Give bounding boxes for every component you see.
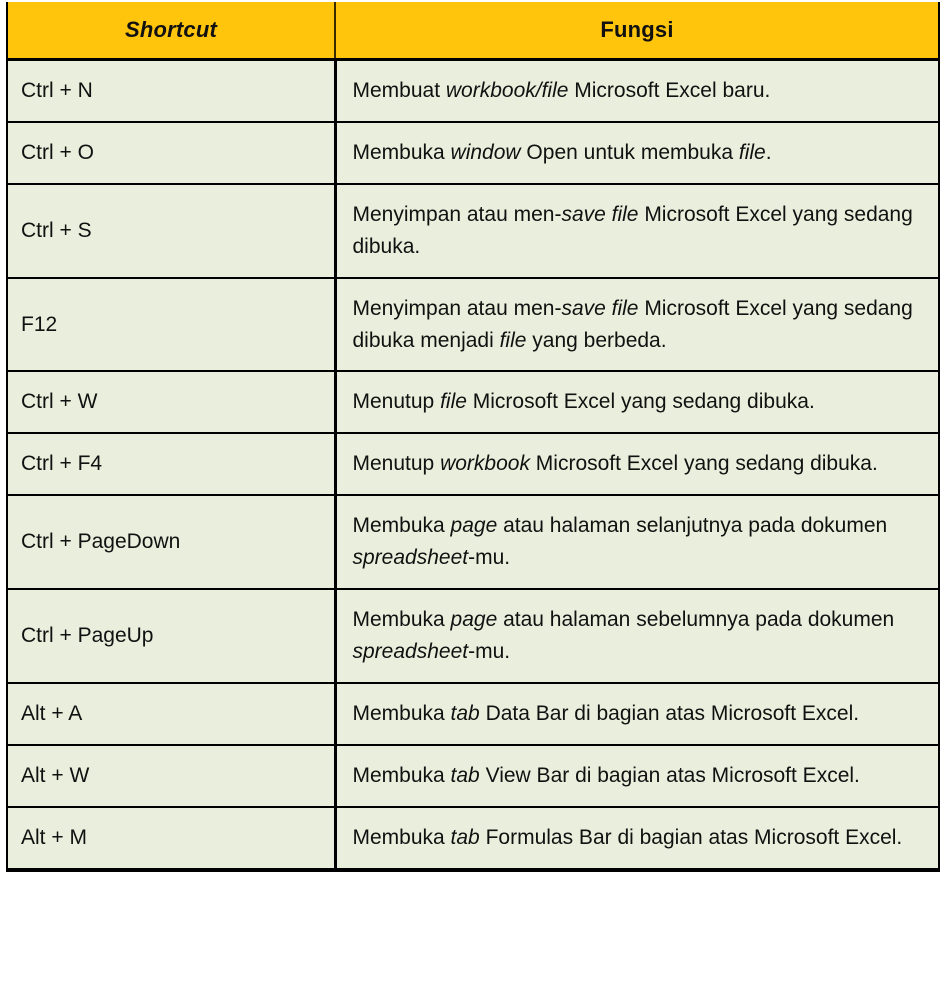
description-text: atau halaman sebelumnya pada dokumen: [497, 608, 895, 632]
table-row: [7, 683, 939, 745]
shortcut-key-cell: Ctrl + N: [7, 60, 335, 122]
description-text: .: [765, 140, 772, 164]
description-text: View Bar di bagian atas Microsoft Excel.: [479, 763, 860, 787]
description-text: Membuat: [352, 79, 446, 102]
description-text: -mu.: [468, 546, 511, 570]
emphasis-term: window: [450, 140, 521, 164]
emphasis-term: save file: [561, 202, 639, 226]
excel-shortcut-table: [6, 2, 940, 872]
column-header-shortcut: Shortcut: [7, 2, 335, 60]
shortcut-description-cell: [335, 683, 939, 745]
table-row: [7, 60, 939, 122]
shortcut-description-cell: [335, 433, 939, 495]
table-row: [7, 371, 939, 433]
description-text: yang berbeda.: [526, 328, 667, 352]
table-row: [7, 122, 939, 184]
table-row: [7, 278, 939, 372]
description-text: -mu.: [468, 639, 511, 663]
table-header: [7, 2, 939, 60]
emphasis-term: tab: [450, 825, 480, 849]
description-text: Membuka: [352, 140, 451, 164]
description-text: Menyimpan atau men-: [352, 296, 562, 320]
emphasis-term: file: [499, 328, 527, 352]
description-text: Open untuk membuka: [520, 140, 739, 164]
shortcut-description-cell: [335, 60, 939, 122]
emphasis-term: workbook: [440, 452, 530, 476]
shortcut-table-container: [0, 2, 940, 872]
shortcut-description-cell: [335, 495, 939, 589]
description-text: Menutup: [352, 390, 441, 414]
description-text: Menutup: [352, 452, 441, 476]
shortcut-description-cell: [335, 122, 939, 184]
shortcut-key-cell: Ctrl + S: [7, 184, 335, 278]
shortcut-key-cell: Alt + W: [7, 745, 335, 807]
description-text: Membuka: [352, 763, 451, 787]
emphasis-term: save file: [561, 296, 639, 320]
description-text: Membuka: [352, 514, 451, 538]
table-row: [7, 745, 939, 807]
shortcut-key-cell: Ctrl + PageUp: [7, 589, 335, 683]
description-text: Microsoft Excel yang sedang dibuka menjadi: [352, 296, 913, 352]
shortcut-description-cell: [335, 278, 939, 372]
shortcut-description-cell: [335, 589, 939, 683]
description-text: Membuka: [352, 608, 451, 632]
description-text: Microsoft Excel baru.: [568, 79, 771, 102]
shortcut-key-cell: Ctrl + W: [7, 371, 335, 433]
emphasis-term: file: [440, 390, 467, 414]
shortcut-description-cell: [335, 807, 939, 870]
emphasis-term: tab: [450, 763, 480, 787]
table-header-row: [7, 2, 939, 60]
description-text: Membuka: [352, 825, 451, 849]
emphasis-term: workbook/file: [445, 79, 569, 102]
shortcut-key-cell: Ctrl + F4: [7, 433, 335, 495]
emphasis-term: file: [738, 140, 766, 164]
shortcut-description-cell: [335, 371, 939, 433]
table-row: [7, 589, 939, 683]
description-text: Menyimpan atau men-: [352, 202, 562, 226]
emphasis-term: page: [450, 514, 498, 538]
table-row: [7, 433, 939, 495]
shortcut-key-cell: Alt + M: [7, 807, 335, 870]
description-text: Data Bar di bagian atas Microsoft Excel.: [479, 701, 860, 725]
emphasis-term: spreadsheet: [352, 639, 469, 663]
description-text: atau halaman selanjutnya pada dokumen: [497, 514, 888, 538]
column-header-fungsi: Fungsi: [335, 2, 939, 60]
shortcut-key-cell: Ctrl + PageDown: [7, 495, 335, 589]
shortcut-key-cell: Alt + A: [7, 683, 335, 745]
description-text: Microsoft Excel yang sedang dibuka.: [466, 390, 815, 414]
emphasis-term: tab: [450, 701, 480, 725]
description-text: Formulas Bar di bagian atas Microsoft Excel.: [479, 825, 903, 849]
shortcut-description-cell: [335, 184, 939, 278]
table-row: [7, 807, 939, 870]
emphasis-term: spreadsheet: [352, 546, 469, 570]
description-text: Membuka: [352, 701, 451, 725]
description-text: Microsoft Excel yang sedang dibuka.: [529, 452, 878, 476]
table-body: [7, 60, 939, 870]
description-text: Microsoft Excel yang sedang dibuka.: [352, 202, 913, 258]
shortcut-key-cell: Ctrl + O: [7, 122, 335, 184]
shortcut-description-cell: [335, 745, 939, 807]
table-row: [7, 184, 939, 278]
table-row: [7, 495, 939, 589]
emphasis-term: page: [450, 608, 498, 632]
shortcut-key-cell: F12: [7, 278, 335, 372]
